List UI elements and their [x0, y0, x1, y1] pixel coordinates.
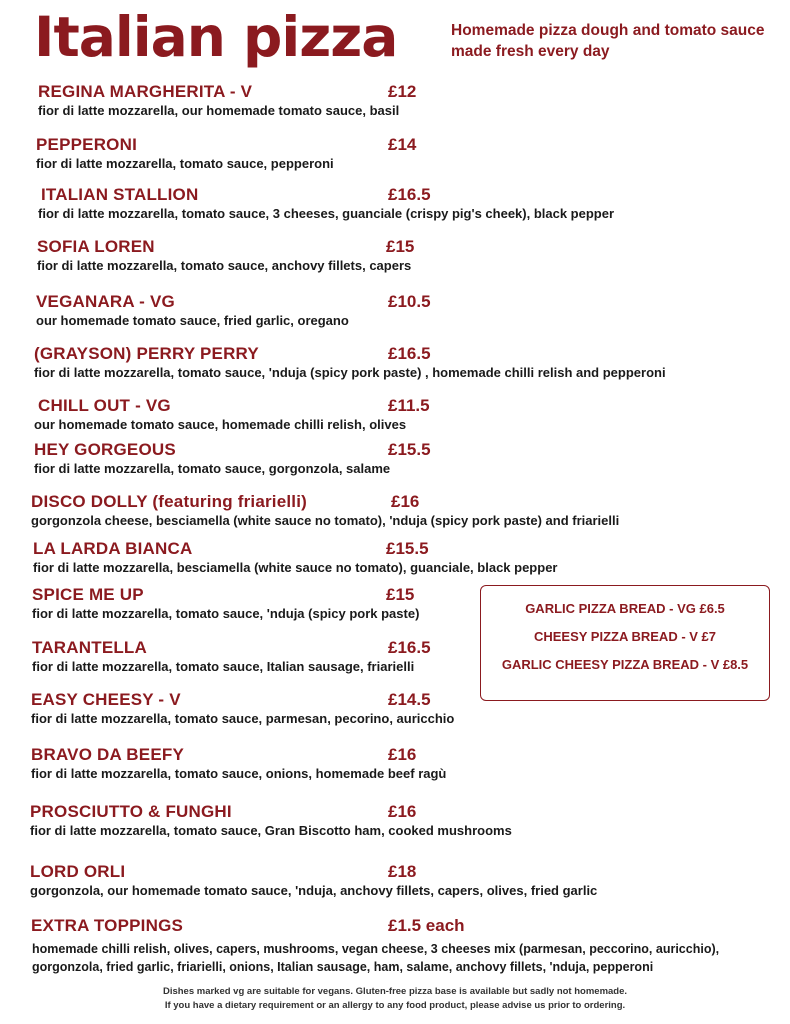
item-name: LA LARDA BIANCA [33, 539, 193, 558]
extra-garlic-cheesy-pizza-bread: GARLIC CHEESY PIZZA BREAD - V £8.5 [501, 657, 749, 672]
menu-item-lord-orli [0, 862, 790, 902]
item-name: PEPPERONI [36, 135, 137, 154]
item-price: £12 [388, 82, 417, 101]
item-description: gorgonzola, our homemade tomato sauce, 'nduja, anchovy fillets, capers, olives, fried garlic [30, 883, 598, 898]
item-description: fior di latte mozzarella, tomato sauce, Gran Biscotto ham, cooked mushrooms [30, 823, 512, 838]
item-price: £15.5 [386, 539, 429, 558]
item-price: £18 [388, 862, 417, 881]
item-description: gorgonzola cheese, besciamella (white sauce no tomato), 'nduja (spicy pork paste) and friarielli [31, 513, 620, 528]
menu-item-disco-dolly [0, 492, 790, 532]
item-description: our homemade tomato sauce, homemade chilli relish, olives [34, 417, 407, 432]
item-name: DISCO DOLLY (featuring friarielli) [31, 492, 308, 511]
item-description: fior di latte mozzarella, our homemade tomato sauce, basil [38, 103, 400, 118]
item-price: £15 [386, 237, 415, 256]
extra-garlic-pizza-bread: GARLIC PIZZA BREAD - VG £6.5 [525, 601, 725, 616]
item-description: fior di latte mozzarella, besciamella (white sauce no tomato), guanciale, black pepper [33, 560, 558, 575]
item-name: ITALIAN STALLION [41, 185, 199, 204]
item-name: VEGANARA - VG [36, 292, 175, 311]
menu-item-bravo-da-beefy [0, 745, 790, 785]
item-price: £15 [386, 585, 415, 604]
item-description: fior di latte mozzarella, tomato sauce, 3 cheeses, guanciale (crispy pig's cheek), black pepper [38, 206, 615, 221]
extra-cheesy-pizza-bread: CHEESY PIZZA BREAD - V £7 [533, 629, 717, 644]
item-price: £10.5 [388, 292, 431, 311]
menu-item-italian-stallion [0, 185, 790, 225]
item-price: £16.5 [388, 344, 431, 363]
item-name: LORD ORLI [30, 862, 126, 881]
footnote-vegan: Dishes marked vg are suitable for vegans. Gluten-free pizza base is available but sadly not homemade. [162, 986, 628, 997]
item-name: PROSCIUTTO & FUNGHI [30, 802, 232, 821]
toppings-line-1: homemade chilli relish, olives, capers, mushrooms, vegan cheese, 3 cheeses mix (parmesan, peccorino, auricchio), [32, 942, 720, 956]
item-price: £16 [388, 745, 417, 764]
item-name: BRAVO DA BEEFY [31, 745, 184, 764]
menu-item-sofia-loren [0, 237, 790, 277]
item-description: fior di latte mozzarella, tomato sauce, pepperoni [36, 156, 334, 171]
item-description: fior di latte mozzarella, tomato sauce, anchovy fillets, capers [37, 258, 412, 273]
tagline-line-1: Homemade pizza dough and tomato sauce [451, 22, 765, 39]
item-price: £16 [388, 802, 417, 821]
item-description: our homemade tomato sauce, fried garlic, oregano [36, 313, 349, 328]
menu-item-regina-margherita [0, 82, 790, 122]
item-description: fior di latte mozzarella, tomato sauce, parmesan, pecorino, auricchio [31, 711, 455, 726]
item-description: fior di latte mozzarella, tomato sauce, 'nduja (spicy pork paste) [32, 606, 420, 621]
tagline-line-2: made fresh every day [451, 43, 610, 60]
item-name: HEY GORGEOUS [34, 440, 176, 459]
menu-item-la-larda-bianca [0, 539, 790, 579]
toppings-price: £1.5 each [388, 916, 465, 935]
item-price: £16.5 [388, 185, 431, 204]
item-description: fior di latte mozzarella, tomato sauce, gorgonzola, salame [34, 461, 391, 476]
menu-item-veganara [0, 292, 790, 332]
menu-item-chill-out [0, 396, 790, 436]
toppings-title: EXTRA TOPPINGS [31, 916, 184, 935]
item-name: CHILL OUT - VG [38, 396, 171, 415]
toppings-list [32, 940, 777, 976]
item-price: £11.5 [388, 396, 430, 415]
item-name: SOFIA LOREN [37, 237, 155, 256]
footnote-allergy: If you have a dietary requirement or an allergy to any food product, please advise us prior to ordering. [164, 1000, 626, 1011]
item-price: £14 [388, 135, 417, 154]
item-price: £16.5 [388, 638, 431, 657]
menu-item-grayson-perry-perry [0, 344, 790, 384]
toppings-line-2: gorgonzola, fried garlic, friarielli, onions, Italian sausage, ham, salame, anchovy fillets, 'nduja, pepperoni [32, 960, 654, 974]
item-price: £15.5 [388, 440, 431, 459]
pizza-bread-box [480, 585, 770, 701]
menu-item-pepperoni [0, 135, 790, 175]
menu-item-hey-gorgeous [0, 440, 790, 480]
item-description: fior di latte mozzarella, tomato sauce, onions, homemade beef ragù [31, 766, 447, 781]
menu-title: Italian pizza [34, 5, 398, 69]
menu-item-prosciutto-funghi [0, 802, 790, 842]
item-name: EASY CHEESY - V [31, 690, 181, 709]
item-price: £16 [391, 492, 420, 511]
item-name: REGINA MARGHERITA - V [38, 82, 253, 101]
item-description: fior di latte mozzarella, tomato sauce, 'nduja (spicy pork paste) , homemade chilli relish and pepperoni [34, 365, 666, 380]
item-price: £14.5 [388, 690, 431, 709]
item-name: (GRAYSON) PERRY PERRY [34, 344, 259, 363]
item-description: fior di latte mozzarella, tomato sauce, Italian sausage, friarielli [32, 659, 415, 674]
menu-tagline [451, 20, 781, 62]
item-name: SPICE ME UP [32, 585, 144, 604]
item-name: TARANTELLA [32, 638, 147, 657]
